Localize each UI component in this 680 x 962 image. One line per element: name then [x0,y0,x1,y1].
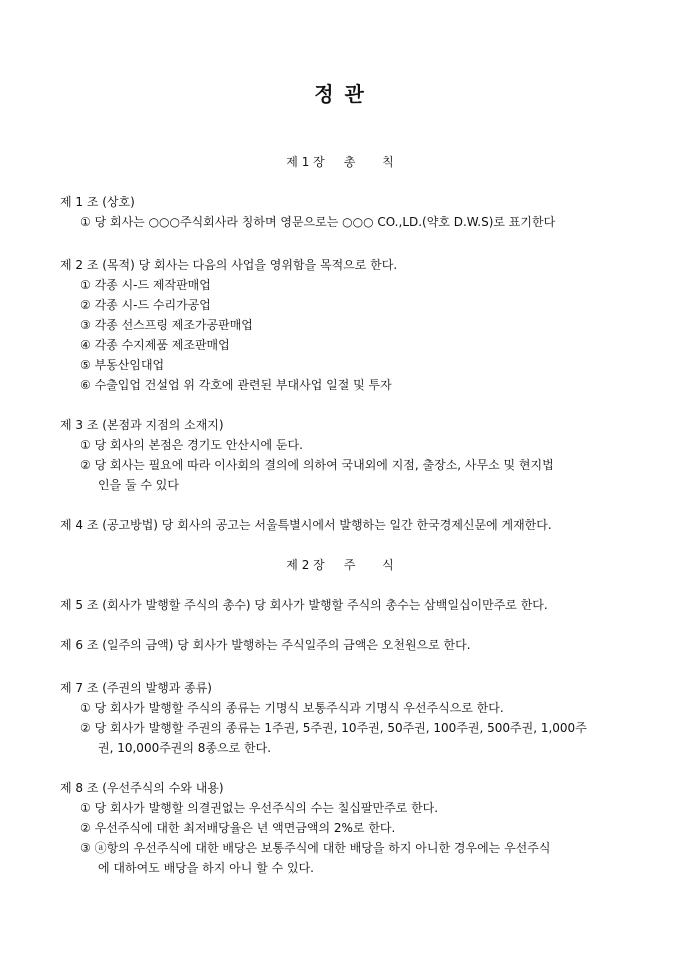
article-6: 제 6 조 (일주의 금액) 당 회사가 발행하는 주식일주의 금액은 오천원으로 한다. [60,638,471,652]
article-2-item-3: ③ 각종 선스프링 제조가공판매업 [80,318,253,332]
article-3-item-2: ② 당 회사는 필요에 따라 이사회의 결의에 의하여 국내외에 지점, 출장소, 사무소 및 현지법 [80,458,554,472]
article-8-item-2: ② 우선주식에 대한 최저배당율은 년 액면금액의 2%로 한다. [80,821,396,835]
article-2-heading: 제 2 조 (목적) 당 회사는 다음의 사업을 영위함을 목적으로 한다. [60,258,398,272]
article-7-item-2-continued: 권, 10,000주권의 8종으로 한다. [98,741,272,755]
article-8-heading: 제 8 조 (우선주식의 수와 내용) [60,781,224,795]
article-2-item-4: ④ 각종 수지제품 제조판매업 [80,338,230,352]
article-2-item-5: ⑤ 부동산임대업 [80,358,165,372]
article-1-item-1: ① 당 회사는 ○○○주식회사라 칭하며 영문으로는 ○○○ CO.,LD.(약호 D.W.S)로 표기한다 [80,215,556,229]
article-8-item-3: ③ ⓐ항의 우선주식에 대한 배당은 보통주식에 대한 배당을 하지 아니한 경우에는 우선주식 [80,841,551,855]
article-2-item-6: ⑥ 수출입업 건설업 위 각호에 관련된 부대사업 일절 및 투자 [80,378,392,392]
chapter-2-heading: 제 2 장 주 식 [286,558,394,572]
article-8-item-1: ① 당 회사가 발행할 의결권없는 우선주식의 수는 칠십팔만주로 한다. [80,801,439,815]
article-3-item-1: ① 당 회사의 본점은 경기도 안산시에 둔다. [80,438,303,452]
article-7-item-2: ② 당 회사가 발행할 주권의 종류는 1주권, 5주권, 10주권, 50주권, 100주권, 500주권, 1,000주 [80,721,587,735]
article-2-item-1: ① 각종 시-드 제작판매업 [80,278,211,292]
article-7-heading: 제 7 조 (주권의 발행과 종류) [60,681,212,695]
article-8-item-3-continued: 에 대하여도 배당을 하지 아니 할 수 있다. [98,861,314,875]
article-2-item-2: ② 각종 시-드 수리가공업 [80,298,211,312]
article-1-heading: 제 1 조 (상호) [60,195,135,209]
article-7-item-1: ① 당 회사가 발행할 주식의 종류는 기명식 보통주식과 기명식 우선주식으로 한다. [80,701,504,715]
article-3-item-2-continued: 인을 둘 수 있다 [98,478,179,492]
article-4: 제 4 조 (공고방법) 당 회사의 공고는 서울특별시에서 발행하는 일간 한국경제신문에 게재한다. [60,518,552,532]
article-3-heading: 제 3 조 (본점과 지점의 소재지) [60,418,224,432]
chapter-1-heading: 제 1 장 총 칙 [286,155,394,169]
document-title: 정 관 [314,82,366,106]
article-5: 제 5 조 (회사가 발행할 주식의 총수) 당 회사가 발행할 주식의 총수는 삼백일십이만주로 한다. [60,598,548,612]
